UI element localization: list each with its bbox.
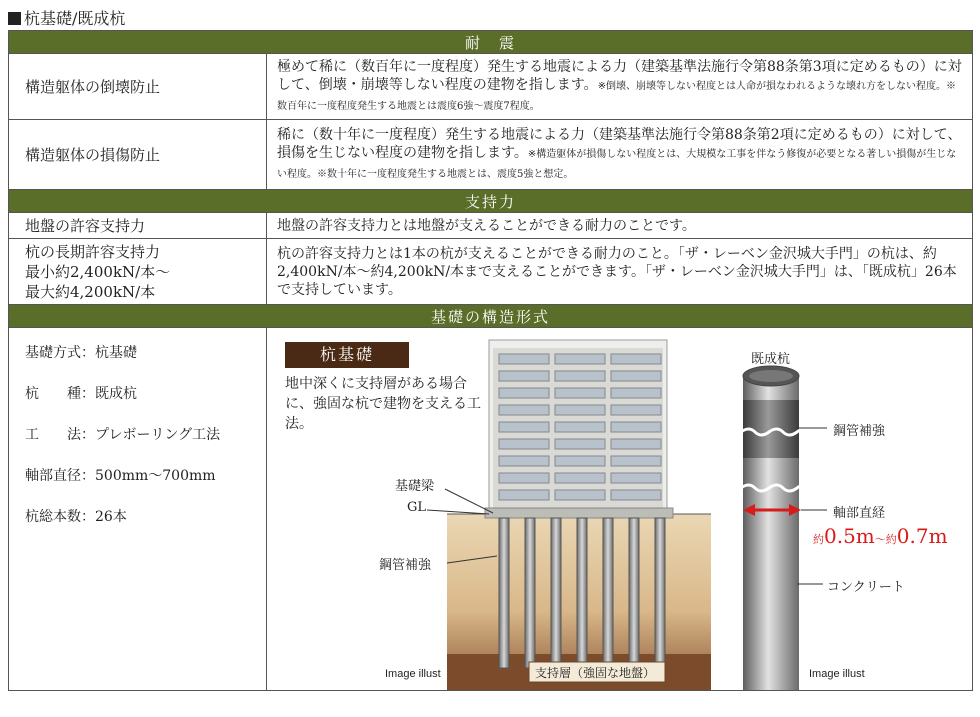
building-icon (485, 340, 673, 518)
pile-label-line: 最大約4,200kN/本 (25, 282, 156, 301)
row-desc-damage (267, 120, 973, 190)
pile (603, 518, 613, 668)
building-window (611, 405, 661, 415)
label-shaft-diameter: 軸部直経 (833, 506, 886, 521)
building-window (555, 456, 605, 466)
page-title (8, 6, 125, 29)
pile (577, 518, 587, 668)
spec-method: 基礎方式：杭基礎 (25, 345, 137, 361)
building-window (499, 405, 549, 415)
label-support-layer: 支持層（強固な地盤） (535, 666, 656, 680)
table-row (9, 54, 973, 120)
pile (499, 518, 509, 668)
row-desc-text: 稀に（数十年に一度程度）発生する地震による力（建築基準法施行令第88条第2項に定めるもの）に対して、損傷を生じない程度の建物を指します。 (277, 126, 962, 161)
foundation-specs (9, 328, 267, 691)
leader-gl (427, 510, 489, 514)
pile (525, 518, 535, 668)
label-precast-pile: 既成杭 (751, 352, 791, 367)
pile-foundation-badge: 杭基礎 (285, 342, 409, 368)
label-image-illust-right: Image illust (809, 668, 865, 680)
page-title-text: 杭基礎/既成杭 (24, 9, 126, 28)
spec-construction: 工 法：プレボーリング工法 (25, 427, 221, 443)
pile (655, 518, 665, 668)
label-beam: 基礎梁 (395, 479, 435, 494)
row-label-ground: 地盤の許容支持力 (9, 213, 267, 239)
table-row (9, 328, 973, 691)
diameter-max: 0.7m (896, 524, 948, 548)
diameter-value (813, 524, 948, 548)
section-header-bearing: 支持力 (9, 190, 973, 213)
diameter-min: 0.5m (824, 524, 875, 548)
section-seismic (9, 31, 973, 54)
foundation-spec-list (9, 328, 266, 547)
spec-diameter: 軸部直径：500mm〜700mm (25, 468, 216, 484)
table-row (9, 239, 973, 305)
label-gl: GL (407, 500, 427, 515)
row-desc-text: 極めて稀に（数百年に一度程度）発生する地震による力（建築基準法施行令第88条第3項に定めるもの）に対して、倒壊・崩壊等しない程度の建物を指します。 (277, 58, 962, 93)
row-desc-pile: 杭の許容支持力とは1本の杭が支えることができる耐力のこと。「ザ・レーベン金沢城大手門」の杭は、約2,400kN/本〜約4,200kN/本まで支えることができます。「ザ・レーベン金沢城大手門」は、「既成杭」26本で支持しています。 (267, 239, 973, 305)
pile-label-line: 杭の長期許容支持力 (25, 242, 161, 261)
building-window (555, 490, 605, 500)
row-desc-note: ※倒壊、崩壊等しない程度とは人命が損なわれるような壊れ方をしない程度。※数百年に一度程度発生する地震とは震度6強〜震度7程度。 (277, 80, 956, 112)
spec-kind: 杭 種：既成杭 (25, 386, 137, 402)
leader-beam (445, 489, 493, 513)
section-foundation (9, 305, 973, 328)
row-desc-collapse (267, 54, 973, 120)
foundation-figure-cell (267, 328, 973, 691)
building-window (499, 490, 549, 500)
table-row (9, 213, 973, 239)
pile-foundation-note: 地中深くに支持層がある場合に、強固な杭で建物を支える工法。 (285, 376, 481, 432)
building-window (611, 490, 661, 500)
building-window (555, 439, 605, 449)
building-window (499, 388, 549, 398)
pile-label-line: 最小約2,400kN/本〜 (25, 262, 171, 281)
approx-prefix: 約 (885, 533, 897, 546)
tilde: 〜 (874, 533, 886, 546)
building-window (555, 422, 605, 432)
building-window (555, 371, 605, 381)
building-window (499, 371, 549, 381)
spec-table (8, 30, 973, 691)
building-window (555, 473, 605, 483)
row-label-collapse: 構造躯体の倒壊防止 (9, 54, 267, 120)
row-desc-ground: 地盤の許容支持力とは地盤が支えることができる耐力のことです。 (267, 213, 973, 239)
building-window (499, 422, 549, 432)
pile (551, 518, 561, 668)
foundation-figure (267, 328, 972, 690)
building-window (499, 456, 549, 466)
section-bearing (9, 190, 973, 213)
row-desc-note: ※構造躯体が損傷しない程度とは、大規模な工事を伴なう修復が必要となる著しい損傷が生じない程度。※数十年に一度程度発生する地震とは、震度5強と想定。 (277, 148, 957, 180)
building-window (611, 371, 661, 381)
row-label-pile (9, 239, 267, 305)
section-header-foundation: 基礎の構造形式 (9, 305, 973, 328)
label-steel-left: 鋼管補強 (379, 558, 432, 573)
building-window (611, 473, 661, 483)
building-window (555, 354, 605, 364)
building-window (499, 439, 549, 449)
building-window (611, 388, 661, 398)
row-label-damage: 構造躯体の損傷防止 (9, 120, 267, 190)
building-window (499, 354, 549, 364)
approx-prefix: 約 (813, 533, 824, 546)
label-image-illust-left: Image illust (385, 668, 441, 680)
square-bullet-icon (8, 12, 21, 25)
spec-count: 杭総本数：26本 (25, 509, 127, 525)
table-row (9, 120, 973, 190)
building-window (611, 354, 661, 364)
pile (629, 518, 639, 668)
label-concrete: コンクリート (827, 580, 905, 595)
building-window (611, 439, 661, 449)
building-window (611, 422, 661, 432)
building-window (611, 456, 661, 466)
building-window (499, 473, 549, 483)
section-header-seismic: 耐 震 (9, 31, 973, 54)
precast-pile-icon (741, 366, 803, 690)
building-window (555, 388, 605, 398)
building-window (555, 405, 605, 415)
label-steel-right: 鋼管補強 (833, 424, 886, 439)
